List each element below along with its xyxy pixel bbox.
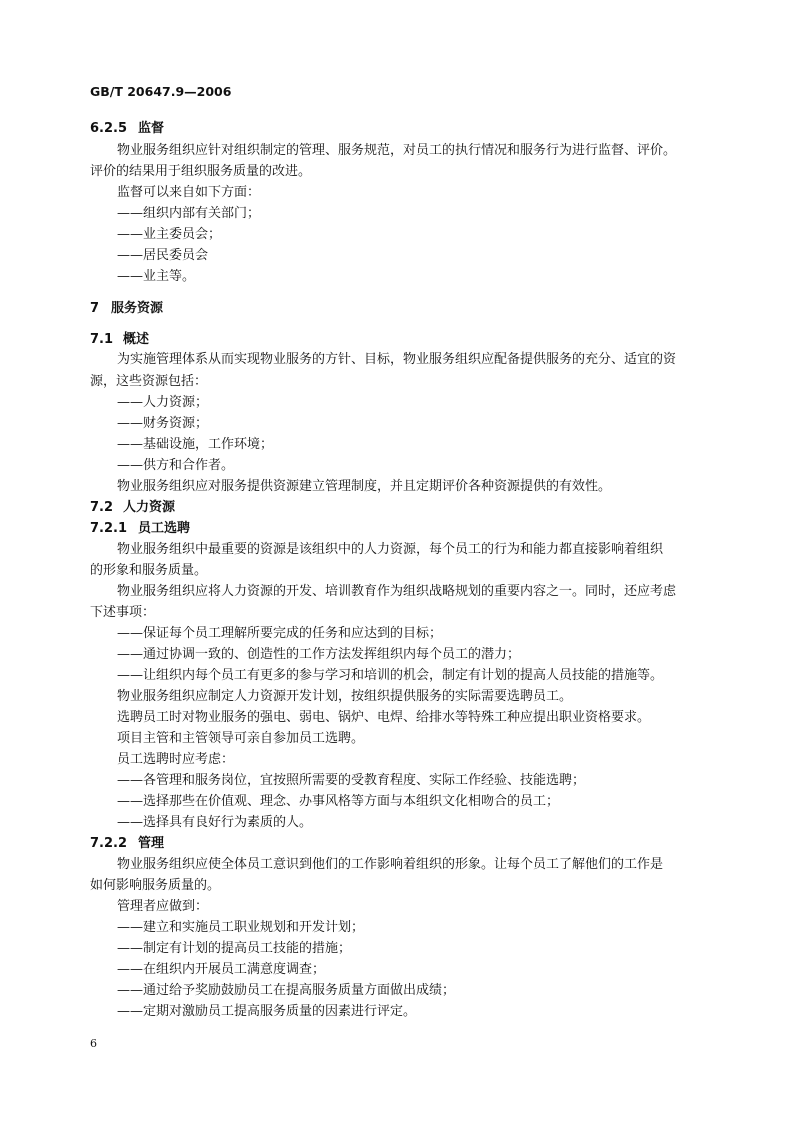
paragraph-line: 如何影响服务质量的。	[90, 878, 221, 893]
list-item: ——选择具有良好行为素质的人。	[117, 815, 313, 830]
paragraph-line: 选聘员工时对物业服务的强电、弱电、锅炉、电焊、给排水等特殊工种应提出职业资格要求。	[117, 710, 651, 725]
section-title: 概述	[123, 332, 150, 347]
paragraph-line: 物业服务组织应使全体员工意识到他们的工作影响着组织的形象。让每个员工了解他们的工作是	[117, 857, 664, 872]
standard-number: GB/T 20647.9—2006	[90, 84, 232, 99]
list-item: ——制定有计划的提高员工技能的措施；	[117, 941, 352, 956]
list-item: ——通过协调一致的、创造性的工作方法发挥组织内每个员工的潜力；	[117, 647, 521, 662]
list-item: ——定期对激励员工提高服务质量的因素进行评定。	[117, 1004, 417, 1019]
section-number: 7	[90, 301, 100, 316]
list-item: ——选择那些在价值观、理念、办事风格等方面与本组织文化相吻合的员工；	[117, 794, 560, 809]
paragraph-line: 为实施管理体系从而实现物业服务的方针、目标，物业服务组织应配备提供服务的充分、适宜的资	[117, 352, 677, 367]
section-heading-7-1	[90, 332, 149, 348]
section-title: 管理	[138, 836, 165, 851]
section-number: 7.2	[90, 500, 114, 515]
paragraph-line: 管理者应做到：	[117, 899, 209, 914]
paragraph-line: 监督可以来自如下方面：	[117, 185, 261, 200]
section-heading-7-2-2	[90, 836, 164, 852]
page-number: 6	[90, 1037, 97, 1050]
section-number: 7.2.1	[90, 521, 128, 536]
section-heading-7-2	[90, 500, 175, 516]
list-item: ——基础设施，工作环境；	[117, 437, 274, 452]
list-item: ——业主委员会；	[117, 227, 222, 242]
list-item: ——供方和合作者。	[117, 458, 235, 473]
list-item: ——让组织内每个员工有更多的参与学习和培训的机会，制定有计划的提高人员技能的措施等。	[117, 668, 664, 683]
section-title: 人力资源	[123, 500, 176, 515]
paragraph-line: 下述事项：	[90, 605, 156, 620]
paragraph-line: 物业服务组织应将人力资源的开发、培训教育作为组织战略规划的重要内容之一。同时，还应考虑	[117, 584, 677, 599]
paragraph-line: 评价的结果用于组织服务质量的改进。	[90, 164, 312, 179]
list-item: ——业主等。	[117, 269, 196, 284]
section-number: 6.2.5	[90, 121, 128, 136]
paragraph-line: 物业服务组织中最重要的资源是该组织中的人力资源，每个员工的行为和能力都直接影响着组织	[117, 542, 664, 557]
paragraph-line: 物业服务组织应对服务提供资源建立管理制度，并且定期评价各种资源提供的有效性。	[117, 479, 612, 494]
list-item: ——保证每个员工理解所要完成的任务和应达到的目标；	[117, 626, 443, 641]
paragraph-line: 物业服务组织应针对组织制定的管理、服务规范，对员工的执行情况和服务行为进行监督、评价。	[117, 143, 677, 158]
section-heading-7-2-1	[90, 521, 190, 537]
paragraph-line: 项目主管和主管领导可亲自参加员工选聘。	[117, 731, 365, 746]
list-item: ——财务资源；	[117, 416, 209, 431]
list-item: ——各管理和服务岗位，宜按照所需要的受教育程度、实际工作经验、技能选聘；	[117, 773, 586, 788]
paragraph-line: 员工选聘时应考虑：	[117, 752, 235, 767]
list-item: ——通过给予奖励鼓励员工在提高服务质量方面做出成绩；	[117, 983, 456, 998]
list-item: ——在组织内开展员工满意度调查；	[117, 962, 326, 977]
list-item: ——人力资源；	[117, 395, 209, 410]
section-title: 监督	[138, 121, 165, 136]
list-item: ——建立和实施员工职业规划和开发计划；	[117, 920, 365, 935]
section-title: 员工选聘	[138, 521, 191, 536]
list-item: ——组织内部有关部门；	[117, 206, 261, 221]
section-heading-6-2-5	[90, 121, 164, 137]
paragraph-line: 的形象和服务质量。	[90, 563, 208, 578]
section-heading-7	[90, 301, 163, 317]
list-item: ——居民委员会	[117, 248, 209, 263]
paragraph-line: 源，这些资源包括：	[90, 374, 208, 389]
section-number: 7.2.2	[90, 836, 128, 851]
section-number: 7.1	[90, 332, 114, 347]
paragraph-line: 物业服务组织应制定人力资源开发计划，按组织提供服务的实际需要选聘员工。	[117, 689, 573, 704]
section-title: 服务资源	[111, 301, 164, 316]
